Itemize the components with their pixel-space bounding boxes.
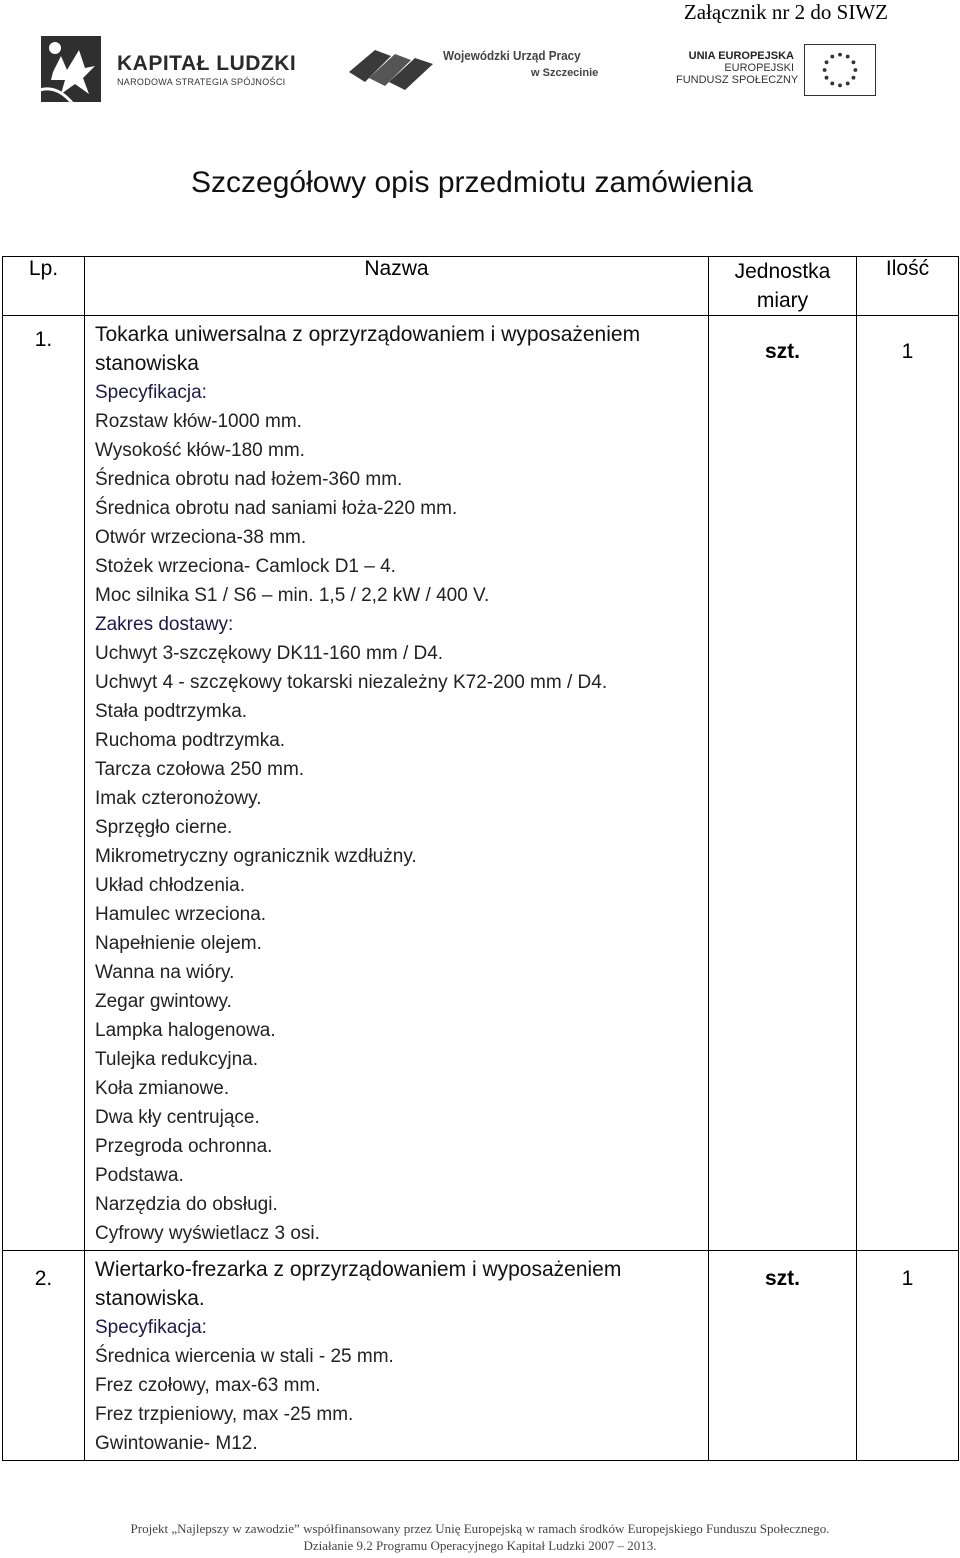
item-title: Tokarka uniwersalna z oprzyrządowaniem i wyposażeniem stanowiska xyxy=(95,323,641,375)
item-qty: 1 xyxy=(901,340,914,363)
spec-line: Średnica wiercenia w stali - 25 mm. xyxy=(95,1346,394,1367)
kapital-ludzki-logo xyxy=(35,32,297,108)
spec-line: Tulejka redukcyjna. xyxy=(95,1049,258,1070)
item-lp: 1. xyxy=(34,328,53,351)
eu-line3: FUNDUSZ SPOŁECZNY xyxy=(676,74,799,86)
spec-line: Frez czołowy, max-63 mm. xyxy=(95,1375,321,1396)
eu-flag-icon xyxy=(804,44,876,96)
eu-line1: UNIA EUROPEJSKA xyxy=(688,50,794,62)
table-header-row xyxy=(3,257,959,316)
spec-line: Uchwyt 4 - szczękowy tokarski niezależny K72-200 mm / D4. xyxy=(95,672,608,693)
spec-line: Napełnienie olejem. xyxy=(95,933,262,954)
header-unit-label: Jednostka miary xyxy=(734,260,831,312)
spec-line: Stożek wrzeciona- Camlock D1 – 4. xyxy=(95,556,396,577)
spec-line: Zakres dostawy: xyxy=(95,614,234,635)
kapital-ludzki-title: KAPITAŁ LUDZKI xyxy=(117,52,297,75)
header-qty: Ilość xyxy=(857,257,959,316)
spec-line: Hamulec wrzeciona. xyxy=(95,904,267,925)
spec-line: Stała podtrzymka. xyxy=(95,701,248,722)
item-qty-cell xyxy=(857,1251,959,1461)
spec-line: Wysokość kłów-180 mm. xyxy=(95,440,305,461)
item-unit-cell xyxy=(709,1251,857,1461)
wup-logo xyxy=(345,42,605,102)
item-spec-list xyxy=(85,1313,708,1458)
header-name: Nazwa xyxy=(85,257,709,316)
spec-line: Tarcza czołowa 250 mm. xyxy=(95,759,305,780)
item-unit: szt. xyxy=(764,340,800,363)
spec-line: Lampka halogenowa. xyxy=(95,1020,276,1041)
spec-line: Średnica obrotu nad saniami łoża-220 mm. xyxy=(95,498,458,519)
spec-line: Moc silnika S1 / S6 – min. 1,5 / 2,2 kW / 400 V. xyxy=(95,585,490,606)
logo-bar xyxy=(0,30,960,110)
kapital-ludzki-emblem-icon xyxy=(35,32,107,108)
item-name-cell xyxy=(85,1251,709,1461)
spec-line: Podstawa. xyxy=(95,1165,184,1186)
wup-name: Wojewódzki Urząd Pracy xyxy=(443,48,581,63)
header-unit xyxy=(709,257,857,316)
footer-line2: Działanie 9.2 Programu Operacyjnego Kapitał Ludzki 2007 – 2013. xyxy=(303,1538,657,1553)
spec-line: Wanna na wióry. xyxy=(95,962,235,983)
spec-line: Ruchoma podtrzymka. xyxy=(95,730,286,751)
table-row xyxy=(3,316,959,1251)
item-qty-cell xyxy=(857,316,959,1251)
document-title: Szczegółowy opis przedmiotu zamówienia xyxy=(191,166,753,199)
spec-line: Otwór wrzeciona-38 mm. xyxy=(95,527,307,548)
kapital-ludzki-subtitle: NARODOWA STRATEGIA SPÓJNOŚCI xyxy=(117,77,286,87)
spec-line: Specyfikacja: xyxy=(95,1317,207,1338)
spec-line: Sprzęgło cierne. xyxy=(95,817,233,838)
spec-line: Przegroda ochronna. xyxy=(95,1136,273,1157)
table-row xyxy=(3,1251,959,1461)
spec-line: Narzędzia do obsługi. xyxy=(95,1194,278,1215)
wup-city: w Szczecinie xyxy=(531,67,599,79)
spec-line: Imak czteronożowy. xyxy=(95,788,262,809)
spec-line: Frez trzpieniowy, max -25 mm. xyxy=(95,1404,354,1425)
item-title: Wiertarko-frezarka z oprzyrządowaniem i wyposażeniem stanowiska. xyxy=(95,1258,622,1310)
spec-line: Średnica obrotu nad łożem-360 mm. xyxy=(95,469,403,490)
eu-logo xyxy=(676,42,916,112)
header-lp: Lp. xyxy=(3,257,85,316)
item-name-cell xyxy=(85,316,709,1251)
item-unit-cell xyxy=(709,316,857,1251)
spec-line: Rozstaw kłów-1000 mm. xyxy=(95,411,302,432)
eu-line2: EUROPEJSKI xyxy=(724,62,794,74)
spec-line: Mikrometryczny ogranicznik wzdłużny. xyxy=(95,846,417,867)
spec-line: Dwa kły centrujące. xyxy=(95,1107,260,1128)
item-unit: szt. xyxy=(764,1267,800,1290)
specification-table xyxy=(2,256,959,1461)
footer xyxy=(0,1520,960,1554)
item-spec-list xyxy=(85,378,708,1248)
spec-line: Cyfrowy wyświetlacz 3 osi. xyxy=(95,1223,320,1244)
spec-line: Specyfikacja: xyxy=(95,382,207,403)
spec-line: Uchwyt 3-szczękowy DK11-160 mm / D4. xyxy=(95,643,444,664)
spec-line: Gwintowanie- M12. xyxy=(95,1433,258,1454)
item-lp-cell xyxy=(3,316,85,1251)
spec-line: Układ chłodzenia. xyxy=(95,875,245,896)
spec-line: Koła zmianowe. xyxy=(95,1078,230,1099)
footer-line1: Projekt „Najlepszy w zawodzie” współfinansowany przez Unię Europejską w ramach środków Europejskiego Funduszu Społecznego. xyxy=(130,1521,830,1536)
annex-label: Załącznik nr 2 do SIWZ xyxy=(683,0,888,24)
item-qty: 1 xyxy=(901,1267,914,1290)
spec-line: Zegar gwintowy. xyxy=(95,991,232,1012)
item-lp-cell xyxy=(3,1251,85,1461)
item-lp: 2. xyxy=(34,1267,53,1290)
wup-emblem-icon xyxy=(345,42,437,92)
